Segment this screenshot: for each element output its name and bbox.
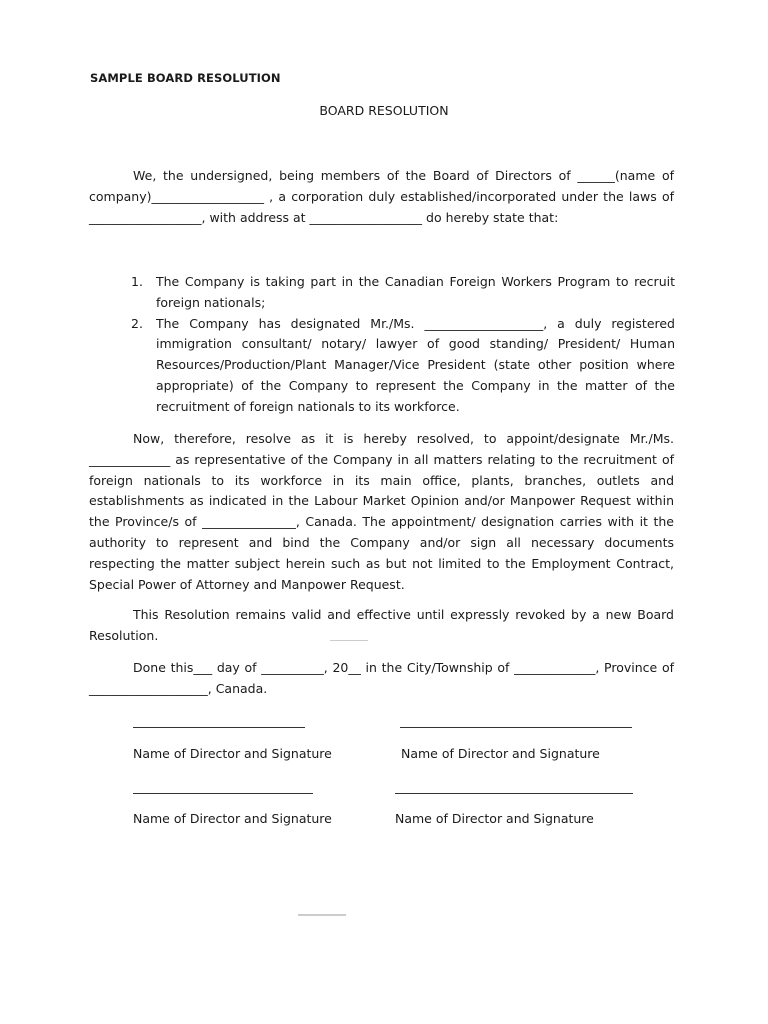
- signature-label: Name of Director and Signature: [395, 811, 594, 826]
- signature-label: Name of Director and Signature: [401, 746, 600, 761]
- document-title: [0, 103, 768, 118]
- list-item: [131, 314, 675, 418]
- signature-line: [133, 793, 313, 794]
- resolve-paragraph: Now, therefore, resolve as it is hereby resolved, to appoint/designate Mr./Ms. _____________ as representative of the Company in all matters relating to the recruitment of foreign nationals to its workforce in its main office, plants, branches, outlets and establishments as indicated in the Labour Market Opinion and/or Manpower Request within the Province/s of _______________, Canada. The appointment/ designation carries with it the authority to represent and bind the Company and/or sign all necessary documents respecting the matter subject herein such as but not limited to the Employment Contract, Special Power of Attorney and Manpower Request.: [89, 431, 674, 592]
- document-title-text: BOARD RESOLUTION: [319, 103, 449, 118]
- signature-label: Name of Director and Signature: [133, 811, 332, 826]
- list-item-number: 1.: [131, 274, 143, 289]
- list-item: [131, 272, 675, 314]
- list-item-text: The Company is taking part in the Canadian Foreign Workers Program to recruit foreign nationals;: [156, 274, 675, 310]
- scan-mark: [330, 640, 368, 641]
- scan-mark: [298, 914, 346, 916]
- list-item-number: 2.: [131, 315, 143, 331]
- done-paragraph: Done this___ day of __________, 20__ in the City/Township of _____________, Province of ___________________, Canada.: [89, 660, 674, 696]
- intro-paragraph: We, the undersigned, being members of the Board of Directors of ______(name of company)__________________ , a corporation duly established/incorporated under the laws of __________________, with address at __________________ do hereby state that:: [89, 168, 674, 225]
- validity-paragraph: This Resolution remains valid and effective until expressly revoked by a new Board Resolution.: [89, 607, 674, 643]
- resolution-list: [131, 272, 675, 418]
- signature-line: [395, 793, 633, 794]
- signature-label: Name of Director and Signature: [133, 746, 332, 761]
- list-item-text: The Company has designated Mr./Ms. ___________________, a duly registered immigration consultant/ notary/ lawyer of good standing/ President/ Human Resources/Production/Plant Manager/Vice President (state other position where appropriate) of the Company to represent the Company in the matter of the recruitment of foreign nationals to its workforce.: [156, 315, 675, 414]
- signature-line: [133, 727, 305, 728]
- signature-line: [400, 727, 632, 728]
- sample-title: SAMPLE BOARD RESOLUTION: [90, 71, 281, 85]
